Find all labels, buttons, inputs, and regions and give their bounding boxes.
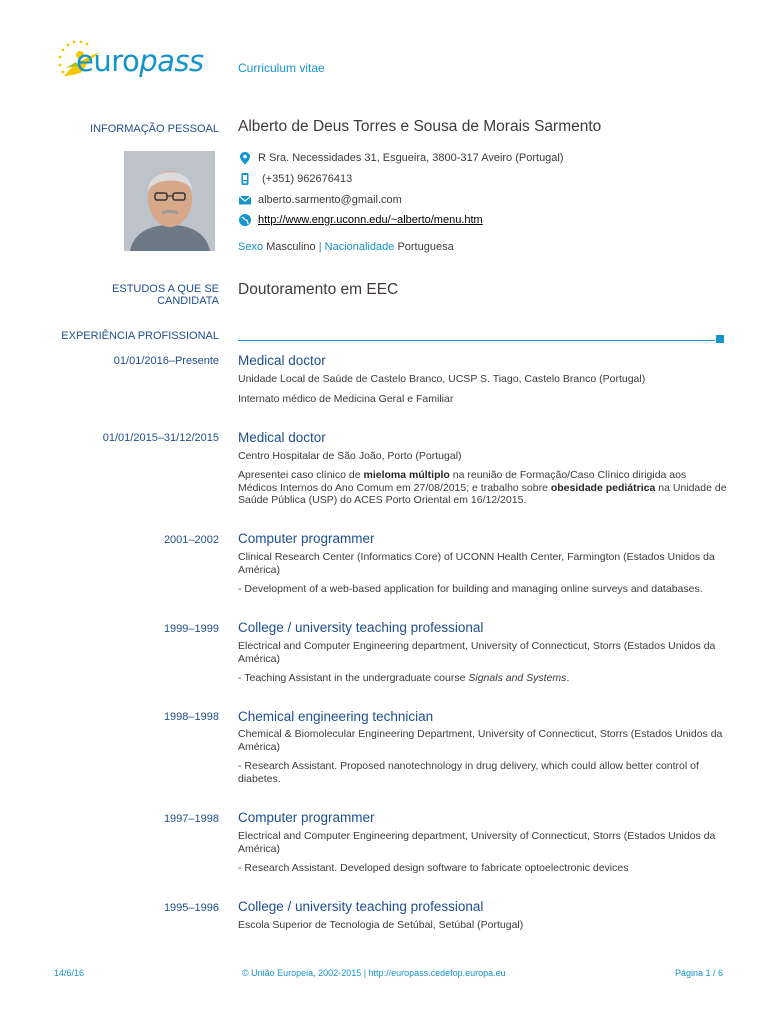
- logo-text-euro: euro: [76, 44, 140, 78]
- website-row: [238, 213, 698, 229]
- work-experience-label: EXPERIÊNCIA PROFISSIONAL: [61, 330, 219, 342]
- job-date: 1999–1999: [163, 623, 219, 635]
- course-name: Signals and Systems: [468, 672, 567, 684]
- sex-value: Masculino: [266, 241, 316, 253]
- logo-text-pass: pass: [139, 44, 204, 78]
- job-date: 1997–1998: [163, 813, 219, 825]
- job-employer: Unidade Local de Saúde de Castelo Branco, UCSP S. Tiago, Castelo Branco (Portugal): [238, 373, 646, 385]
- mobile-phone-icon: [238, 172, 252, 186]
- job-description: - Teaching Assistant in the undergraduate course Signals and Systems.: [238, 672, 570, 684]
- job-title: College / university teaching professional: [238, 620, 484, 635]
- job-description: - Research Assistant. Developed design software to fabricate optoelectronic devices: [238, 862, 629, 874]
- job-employer: Chemical & Biomolecular Engineering Department, University of Connecticut, Storrs (Estados Unidos da América): [238, 728, 723, 753]
- applied-for-label: [30, 283, 219, 307]
- highlight-term: mieloma múltiplo: [363, 469, 450, 481]
- applied-for-value: Doutoramento em EEC: [238, 281, 399, 298]
- job-title: Computer programmer: [238, 810, 375, 825]
- highlight-term: obesidade pediátrica: [550, 481, 656, 494]
- email-row: [238, 193, 698, 209]
- applied-for-label-line2: CANDIDATA: [157, 295, 219, 307]
- footer-date: 14/6/16: [54, 968, 85, 978]
- footer-copyright: © União Europeia, 2002-2015 | http://europass.cedefop.europa.eu: [242, 968, 506, 978]
- job-title: Computer programmer: [238, 531, 375, 546]
- sex-nationality-line: [238, 241, 454, 253]
- section-divider: [238, 340, 715, 341]
- job-date: 01/01/2016–Presente: [113, 355, 219, 367]
- location-pin-icon: [238, 151, 252, 165]
- profile-photo: [124, 151, 215, 251]
- europass-logo: [54, 38, 224, 88]
- job-employer: Escola Superior de Tecnologia de Setúbal, Setúbal (Portugal): [238, 919, 524, 931]
- job-description: - Development of a web-based application for building and managing online surveys and databases.: [238, 583, 703, 595]
- job-description: Internato médico de Medicina Geral e Familiar: [238, 393, 454, 405]
- job-title: Chemical engineering technician: [238, 709, 434, 724]
- nationality-label: Nacionalidade: [324, 241, 395, 253]
- website-link[interactable]: http://www.engr.uconn.edu/~alberto/menu.htm: [258, 214, 483, 226]
- job-title: Medical doctor: [238, 353, 326, 368]
- job-employer: Centro Hospitalar de São João, Porto (Portugal): [238, 450, 462, 462]
- job-title: Medical doctor: [238, 430, 326, 445]
- document-title: Curriculum vitae: [238, 61, 325, 75]
- phone-row: [238, 172, 698, 188]
- person-name: Alberto de Deus Torres e Sousa de Morais Sarmento: [238, 118, 602, 135]
- section-divider-marker: [716, 335, 724, 343]
- job-title: College / university teaching professional: [238, 899, 484, 914]
- job-description: Apresentei caso clínico de mieloma múltiplo na reunião de Formação/Caso Clínico dirigida aos Médicos Internos do Ano Comum em 27/08/2015; e trabalho sobre obesidade pediátrica na Unidade de Saúde Pública (USP) do ACES Porto Oriental em 16/12/2015.: [238, 469, 727, 506]
- sex-label: Sexo: [238, 241, 264, 253]
- job-employer: Clinical Research Center (Informatics Core) of UCONN Health Center, Farmington (Estados Unidos da América): [238, 551, 715, 576]
- separator: |: [318, 241, 322, 253]
- job-date: 01/01/2015–31/12/2015: [102, 432, 219, 444]
- job-date: 1998–1998: [163, 711, 219, 723]
- phone-text: (+351) 962676413: [262, 173, 353, 185]
- applied-for-label-line1: ESTUDOS A QUE SE: [112, 283, 219, 295]
- nationality-value: Portuguesa: [397, 241, 454, 253]
- address-row: [238, 151, 698, 167]
- envelope-icon: [238, 193, 252, 207]
- personal-info-label: INFORMAÇÃO PESSOAL: [90, 123, 219, 135]
- address-text: R Sra. Necessidades 31, Esgueira, 3800-317 Aveiro (Portugal): [258, 152, 564, 164]
- footer-page-number: Página 1 / 6: [675, 968, 724, 978]
- job-description: - Research Assistant. Proposed nanotechnology in drug delivery, which could allow better control of diabetes.: [238, 760, 699, 785]
- job-date: 1995–1996: [163, 902, 219, 914]
- email-text[interactable]: alberto.sarmento@gmail.com: [258, 194, 402, 206]
- job-date: 2001–2002: [163, 534, 219, 546]
- job-employer: Electrical and Computer Engineering department, University of Connecticut, Storrs (Estados Unidos da América): [238, 640, 716, 665]
- job-employer: Electrical and Computer Engineering department, University of Connecticut, Storrs (Estados Unidos da América): [238, 830, 716, 855]
- globe-icon: [238, 213, 252, 227]
